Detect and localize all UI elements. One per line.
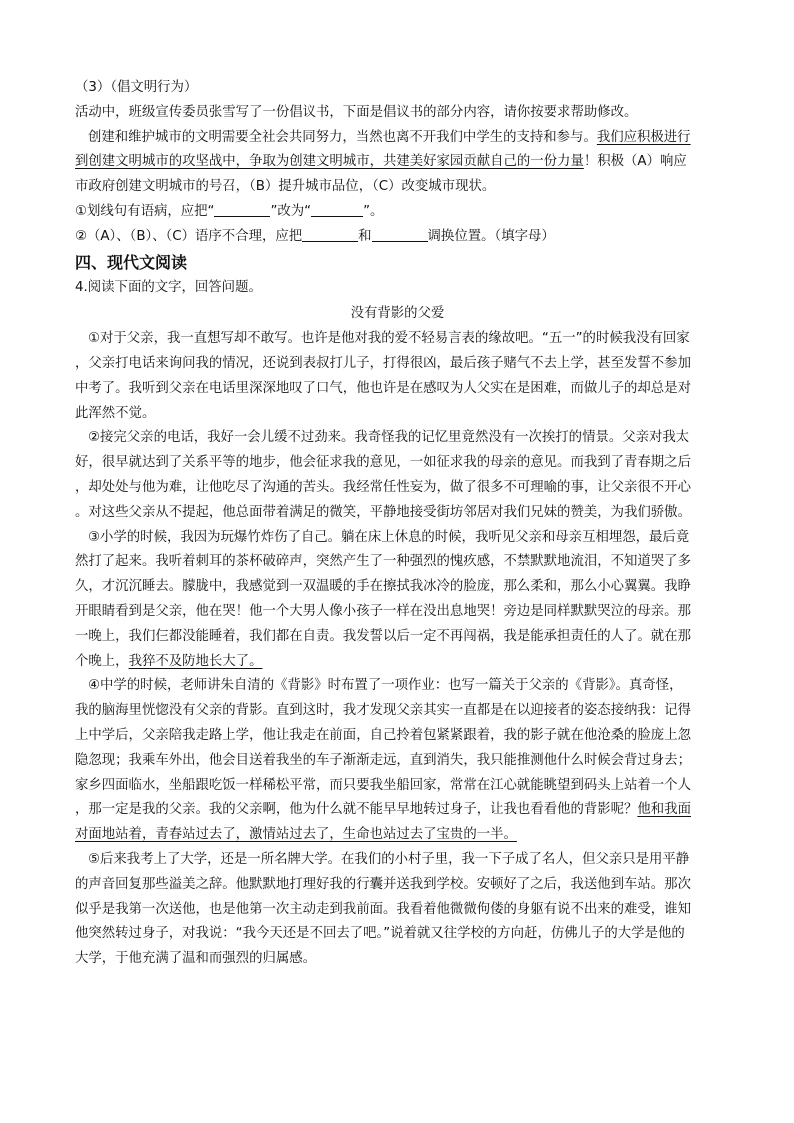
- proposal-paragraph-line-3: 市政府创建文明城市的号召，（B）提升城市品位，（C）改变城市现状。: [75, 179, 496, 195]
- document-page: [75, 76, 720, 972]
- answer-blank[interactable]: [214, 202, 270, 217]
- passage-line: ，父亲打电话来询问我的情况，还说到表叔打儿子，打得很凶，最后孩子赌气不去上学，甚至发誓不参加: [75, 355, 691, 371]
- section3-heading: （3）（倡文明行为）: [75, 80, 198, 95]
- passage-line: 好，很早就达到了关系平等的地步，他会征求我的意见，一如征求我的母亲的意见。而我到了青春期之后: [75, 455, 691, 471]
- passage-line: 家乡四面临水，坐船跟吃饭一样稀松平常，而只要我坐船回家，常常在江心就能眺望到码头上站着一个人: [75, 777, 691, 793]
- section4-instruction: 4.阅读下面的文字，回答问题。: [75, 279, 262, 295]
- passage-line: 一晚上，我们仨都没能睡着，我们都在自责。我发誓以后一定不再闯祸，我是能承担责任的人了。就在那: [75, 628, 691, 644]
- passage-line: ，那一定是我的父亲。我的父亲啊，他为什么就不能早早地转过身子，让我也看看他的背影呢？他和我面: [75, 802, 691, 818]
- answer-blank[interactable]: [311, 202, 363, 217]
- passage-line: 久，才沉沉睡去。朦胧中，我感觉到一双温暖的手在擦拭我冰冷的脸庞，那么柔和，那么小心翼翼。我睁: [75, 579, 691, 595]
- passage-line: ②接完父亲的电话，我好一会儿缓不过劲来。我奇怪我的记忆里竟然没有一次挨打的情景。父亲对我太: [88, 430, 690, 446]
- passage-line: 上中学后，父亲陪我走路上学，他让我走在前面，自己拎着包紧紧跟着，我的影子就在他沧桑的脸庞上忽: [75, 727, 691, 743]
- proposal-text: ！积极（A）响应: [583, 154, 687, 170]
- underlined-sentence: 到创建文明城市的攻坚战中，争取为创建文明城市，共建美好家园贡献自己的一份力量: [75, 154, 584, 170]
- passage-line: ④中学的时候，老师讲朱自清的《背影》时布置了一项作业：也写一篇关于父亲的《背影》。真奇怪，: [88, 678, 683, 694]
- passage-line: 似乎是我第一次送他，也是他第一次主动走到我前面。我看着他微微佝偻的身躯有说不出来的难受，谁知: [75, 901, 691, 917]
- passage-line: 开眼睛看到是父亲，他在哭！他一个大男人像小孩子一样在没出息地哭！旁边是同样默默哭泣的母亲。那: [75, 603, 691, 619]
- section3-intro: 活动中，班级宣传委员张雪写了一份倡议书，下面是倡议书的部分内容，请你按要求帮助修改。: [75, 104, 638, 120]
- underlined-sentence: 我猝不及防地长大了。: [128, 653, 263, 669]
- answer-blank[interactable]: [302, 227, 358, 242]
- passage-line: 大学，于他充满了温和而强烈的归属感。: [75, 951, 317, 967]
- section4-heading: 四、现代文阅读: [75, 252, 188, 272]
- passage-line: 中考了。我听到父亲在电话里深深地叹了口气，他也许是在感叹为人父实在是困难，而做儿子的却总是对: [75, 380, 691, 396]
- question-2: ②（A）、（B）、（C）语序不合理，应把 和 调换位置。（填字母）: [75, 228, 555, 244]
- passage-title: 没有背影的父爱: [350, 306, 445, 322]
- passage-line: ，却处处与他为难，让他吃尽了沟通的苦头。我经常任性妄为，做了很多不可理喻的事，让父亲很不开心: [75, 479, 691, 495]
- passage-line: 我的脑海里恍惚没有父亲的背影。直到这时，我才发现父亲其实一直都是在以迎接者的姿态接纳我：记得: [75, 703, 691, 719]
- underlined-sentence: 他和我面: [637, 802, 691, 818]
- passage-line: 。对这些父亲从不提起，他总面带着满足的微笑，平静地接受街坊邻居对我们兄妹的赞美，为我们骄傲。: [75, 504, 691, 520]
- passage-line: ①对于父亲，我一直想写却不敢写。也许是他对我的爱不轻易言表的缘故吧。“五一”的时候我没有回家: [88, 331, 690, 347]
- passage-line: 此浑然不觉。: [75, 405, 156, 421]
- passage-line: 然打了起来。我听着刺耳的茶杯破碎声，突然产生了一种强烈的愧疚感，不禁默默地流泪，不知道哭了多: [75, 554, 691, 570]
- proposal-paragraph-line-2: [75, 150, 720, 175]
- passage-line: [75, 823, 720, 848]
- proposal-text: 创建和维护城市的文明需要全社会共同努力，当然也离不开我们中学生的支持和参与。: [88, 129, 597, 145]
- passage-line: ⑤后来我考上了大学，还是一所名牌大学。在我们的小村子里，我一下子成了名人，但父亲只是用平静: [88, 851, 690, 867]
- passage-line: 的声音回复那些溢美之辞。他默默地打理好我的行囊并送我到学校。安顿好了之后，我送他到车站。那次: [75, 876, 691, 892]
- passage-line: 他突然转过身子，对我说：“我今天还是不回去了吧。”说着就又往学校的方向赶，仿佛儿子的大学是他的: [75, 926, 685, 942]
- passage-line: 隐忽现；我乘车外出，他会目送着我坐的车子渐渐走远，直到消失，我只能推测他什么时候会背过身去；: [75, 752, 691, 768]
- underlined-sentence: 我们应积极进行: [596, 129, 691, 145]
- proposal-paragraph-line-1: [75, 126, 720, 151]
- answer-blank[interactable]: [372, 227, 428, 242]
- question-1: ①划线句有语病，应把“ ”改为“ ”。: [75, 203, 384, 219]
- underlined-sentence: 对面地站着，青春站过去了，激情站过去了，生命也站过去了宝贵的一半。: [75, 827, 517, 843]
- passage-line: ③小学的时候，我因为玩爆竹炸伤了自己。躺在床上休息的时候，我听见父亲和母亲互相埋怨，最后竟: [88, 529, 690, 545]
- passage-line: 个晚上，我猝不及防地长大了。: [75, 653, 263, 669]
